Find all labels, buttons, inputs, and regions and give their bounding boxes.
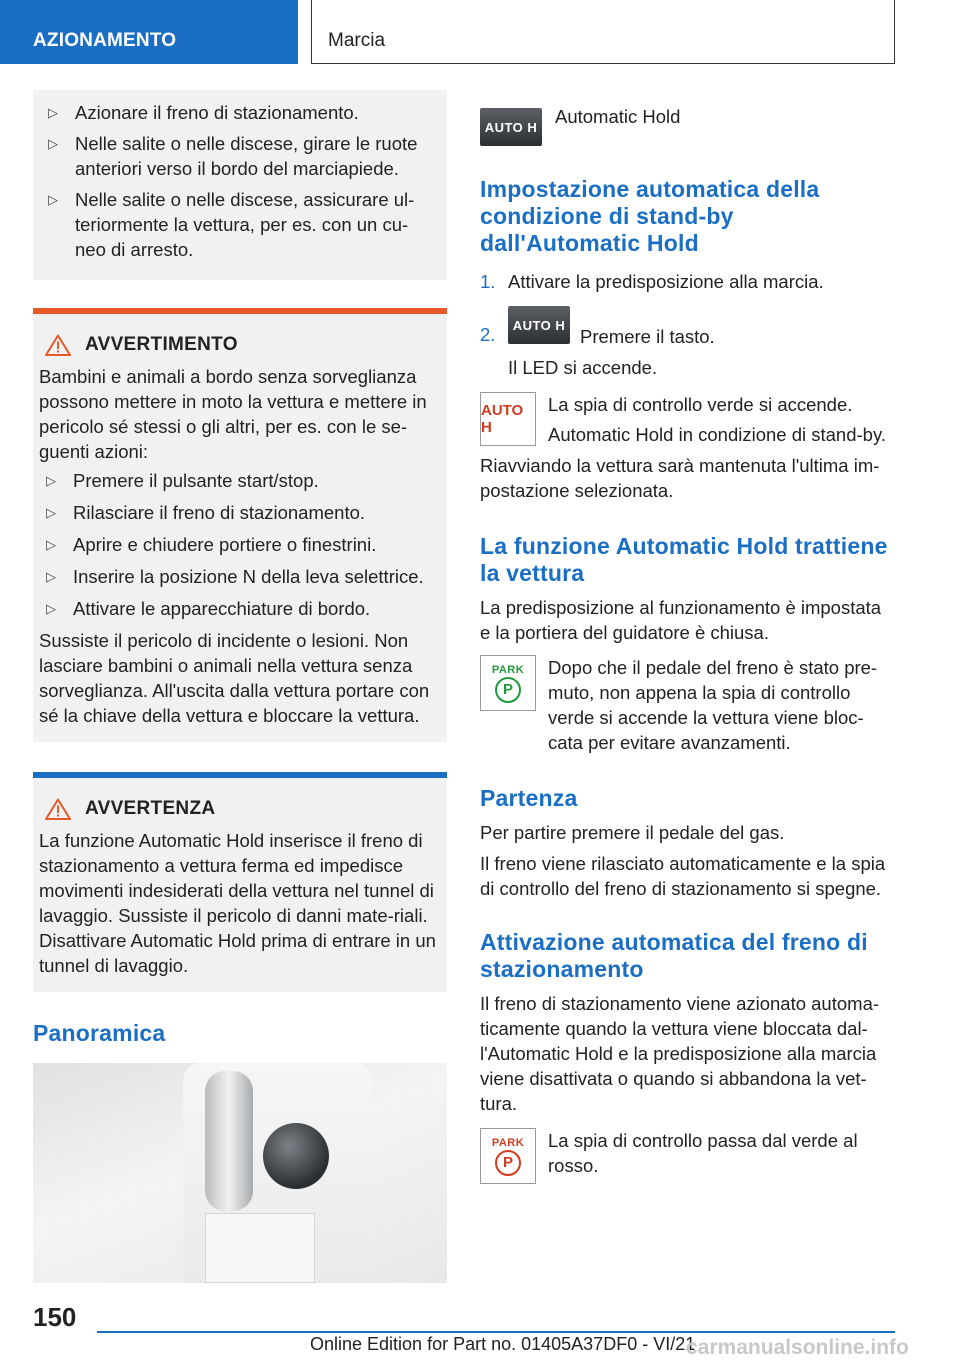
left-column <box>33 90 447 1283</box>
gear-selector <box>205 1071 253 1211</box>
section-tab <box>0 0 298 64</box>
right-column <box>480 108 894 1184</box>
auto-h-button-icon: AUTO H <box>480 108 542 146</box>
warning-bullet-list <box>39 464 441 621</box>
hold-text: Dopo che il pedale del freno è stato pre-muto, non appena la spia di controllo verde si accende la vettura viene bloc-cata per evitare avanzamenti. <box>548 657 878 753</box>
list-item: ▷ Premere il pulsante start/stop. <box>39 468 441 493</box>
green-light-row <box>480 392 894 447</box>
list-item: ▷ Nelle salite o nelle discese, assicurare ul-teriormente la vettura, per es. con un cu-neo di arresto. <box>41 187 435 262</box>
auto-brake-text: Il freno di stazionamento viene azionato automa-ticamente quando la vettura viene bloccata dal-l'Automatic Hold e la predisposizione alla marcia viene disattivata o quando si abbandona la vet-tura. <box>480 993 880 1114</box>
start-text-2: Il freno viene rilasciato automaticamente e la spia di controllo del freno di stazionamento si spegne. <box>480 853 886 899</box>
touch-pad <box>205 1213 315 1283</box>
automatic-hold-row <box>480 108 894 146</box>
section-title: AZIONAMENTO <box>33 30 177 51</box>
page-number: 150 <box>33 1302 77 1332</box>
hold-intro: La predisposizione al funzionamento è impostata e la portiera del guidatore è chiusa. <box>480 597 882 643</box>
start-heading: Partenza <box>480 785 578 811</box>
chapter-header <box>311 0 895 64</box>
automatic-hold-caption: Automatic Hold <box>555 106 681 127</box>
auto-h-button-icon: AUTO H <box>508 306 570 344</box>
notice-triangle-icon <box>45 798 71 820</box>
restart-text: Riavviando la vettura sarà mantenuta l'ultima im-postazione selezionata. <box>480 455 880 501</box>
notice-title: AVVERTENZA <box>39 798 441 820</box>
notice-box <box>33 772 447 992</box>
green-light-text: La spia di controllo verde si accende. <box>548 394 853 415</box>
park-green-row <box>480 655 894 755</box>
standby-heading: Impostazione automatica della condizione di stand-by dall'Automatic Hold <box>480 176 820 256</box>
warning-title: AVVERTIMENTO <box>39 334 441 356</box>
park-red-row <box>480 1128 894 1184</box>
edition-text: Online Edition for Part no. 01405A37DF0 - VI/21 <box>310 1334 696 1354</box>
list-item: ▷ Aprire e chiudere portiere o finestrini. <box>39 532 441 557</box>
chapter-title: Marcia <box>328 30 386 51</box>
start-text-1: Per partire premere il pedale del gas. <box>480 822 785 843</box>
list-item: ▷ Inserire la posizione N della leva selettrice. <box>39 564 441 589</box>
step-1: 1. Attivare la predisposizione alla marcia. <box>480 271 824 292</box>
led-text: Il LED si accende. <box>508 357 658 378</box>
list-item: ▷ Azionare il freno di stazionamento. <box>41 100 435 125</box>
warning-box <box>33 308 447 742</box>
park-green-icon: PARK P <box>480 655 536 711</box>
auto-brake-heading: Attivazione automatica del freno di stazionamento <box>480 929 868 982</box>
notice-bar <box>33 772 447 778</box>
footer-divider <box>97 1331 895 1333</box>
park-red-icon: PARK P <box>480 1128 536 1184</box>
watermark: carmanualsonline.info <box>686 1336 909 1359</box>
auto-h-indicator-icon: AUTO H <box>480 392 536 446</box>
hold-heading: La funzione Automatic Hold trattiene la vettura <box>480 533 888 586</box>
list-item: ▷ Attivare le apparecchiature di bordo. <box>39 596 441 621</box>
warning-outro: Sussiste il pericolo di incidente o lesioni. Non lasciare bambini o animali nella vettura senza sorveglianza. All'uscita dalla vettura portare con sé la chiave della vettura e bloccare la vettura. <box>39 630 430 726</box>
center-console-photo <box>33 1063 447 1283</box>
parking-bullet-list <box>33 90 447 280</box>
list-item: ▷ Rilasciare il freno di stazionamento. <box>39 500 441 525</box>
warning-triangle-icon <box>45 334 71 356</box>
overview-heading: Panoramica <box>33 1020 166 1046</box>
step-2: 2. AUTO H Premere il tasto. <box>480 306 894 349</box>
red-light-text: La spia di controllo passa dal verde al rosso. <box>548 1130 858 1176</box>
standby-text: Automatic Hold in condizione di stand-by. <box>548 424 886 445</box>
warning-bar <box>33 308 447 314</box>
list-item: ▷ Nelle salite o nelle discese, girare le ruote anteriori verso il bordo del marciapiede. <box>41 131 435 181</box>
warning-intro: Bambini e animali a bordo senza sorveglianza possono mettere in moto la vettura e mettere in pericolo sé stessi o gli altri, per es. con le se-guenti azioni: <box>39 366 427 462</box>
notice-text: La funzione Automatic Hold inserisce il freno di stazionamento a vettura ferma ed impedisce movimenti indesiderati della vettura nel tunnel di lavaggio. Sussiste il pericolo di danni mate-riali. Disattivare Automatic Hold prima di entrare in un tunnel di lavaggio. <box>39 830 436 976</box>
controller-knob <box>263 1123 329 1189</box>
